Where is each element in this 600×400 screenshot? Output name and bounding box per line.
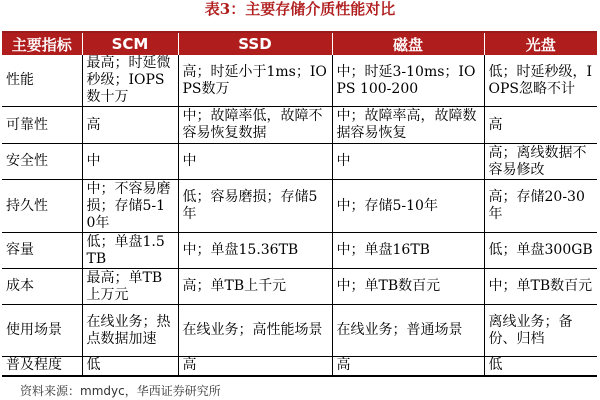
header-optical: 光盘 [484,32,597,55]
table-caption: 表3：主要存储介质性能对比 [204,0,396,18]
cell-disk: 中；故障率高，故障数据容易恢复 [332,107,484,144]
cell-optical: 低 [484,357,597,376]
cell-ssd: 中；故障率低，故障不容易恢复数据 [178,107,332,144]
cell-disk: 中 [332,144,484,180]
row-label: 使用场景 [2,305,82,357]
cell-scm: 高 [82,107,178,144]
cell-ssd: 中 [178,144,332,180]
cell-disk: 中；存储5-10年 [332,180,484,233]
cell-disk: 中；单TB数百元 [332,269,484,305]
table-row [2,180,597,233]
row-label: 安全性 [2,144,82,180]
row-label: 持久性 [2,180,82,233]
cell-optical: 离线业务；备份、归档 [484,305,597,357]
table-row [2,55,597,107]
row-label: 成本 [2,269,82,305]
cell-disk: 中；单盘16TB [332,233,484,269]
table-row [2,233,597,269]
source-note: 资料来源：mmdyc，华西证券研究所 [20,384,221,398]
cell-disk: 中；时延3-10ms；IOPS 100-200 [332,55,484,107]
cell-disk: 高 [332,357,484,376]
cell-scm: 最高；时延微秒级；IOPS数十万 [82,55,178,107]
cell-optical: 高；离线数据不容易修改 [484,144,597,180]
cell-optical: 低；单盘300GB [484,233,597,269]
table-row [2,144,597,180]
cell-optical: 中；单TB数百元 [484,269,597,305]
cell-optical: 高；存储20-30年 [484,180,597,233]
header-ssd: SSD [178,32,332,55]
row-label: 普及程度 [2,357,82,376]
table-row [2,305,597,357]
cell-optical: 高 [484,107,597,144]
cell-ssd: 高 [178,357,332,376]
table-row [2,107,597,144]
cell-optical: 低；时延秒级，IOPS忽略不计 [484,55,597,107]
comparison-table [2,31,597,377]
table-row [2,269,597,305]
row-label: 可靠性 [2,107,82,144]
header-row [2,32,597,55]
cell-scm: 在线业务；热点数据加速 [82,305,178,357]
header-disk: 磁盘 [332,32,484,55]
row-label: 容量 [2,233,82,269]
cell-scm: 中；不容易磨损；存储5-10年 [82,180,178,233]
cell-scm: 低；单盘1.5TB [82,233,178,269]
cell-disk: 在线业务；普通场景 [332,305,484,357]
header-metric: 主要指标 [2,32,82,55]
cell-scm: 低 [82,357,178,376]
cell-ssd: 在线业务；高性能场景 [178,305,332,357]
cell-ssd: 低；容易磨损；存储5年 [178,180,332,233]
cell-ssd: 中；单盘15.36TB [178,233,332,269]
table-row [2,357,597,376]
header-scm: SCM [82,32,178,55]
cell-scm: 最高；单TB上万元 [82,269,178,305]
cell-scm: 中 [82,144,178,180]
cell-ssd: 高；单TB上千元 [178,269,332,305]
row-label: 性能 [2,55,82,107]
cell-ssd: 高；时延小于1ms；IOPS数万 [178,55,332,107]
